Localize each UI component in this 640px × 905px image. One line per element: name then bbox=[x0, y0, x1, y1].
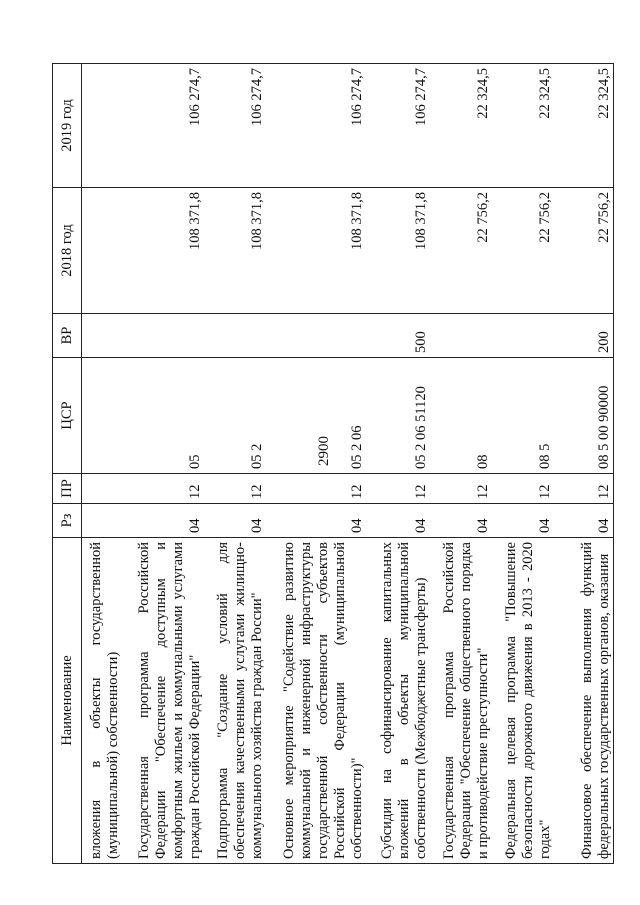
row-2019: 22 324,5 bbox=[492, 64, 554, 188]
row-pr: 12 bbox=[266, 474, 366, 504]
page-number: 2900 bbox=[316, 436, 332, 466]
row-name: Государственная программа Российской Федерации "Обеспечение доступным и комфортным жильем и коммунальными услугами граждан Российской Федерации" bbox=[122, 538, 204, 864]
row-vr bbox=[122, 314, 204, 358]
budget-table bbox=[52, 63, 614, 864]
col-header-vr: ВР bbox=[53, 314, 82, 358]
row-vr bbox=[204, 314, 266, 358]
row-2019: 106 274,7 bbox=[366, 64, 430, 188]
table-row bbox=[122, 64, 204, 864]
row-rz: 04 bbox=[122, 504, 204, 538]
row-rz: 04 bbox=[366, 504, 430, 538]
row-2019 bbox=[82, 64, 122, 188]
row-csr: 08 bbox=[430, 358, 492, 474]
row-csr: 05 2 bbox=[204, 358, 266, 474]
row-rz: 04 bbox=[430, 504, 492, 538]
col-header-name: Наименование bbox=[53, 538, 82, 864]
row-2019: 106 274,7 bbox=[266, 64, 366, 188]
row-2019: 22 324,5 bbox=[554, 64, 614, 188]
row-vr bbox=[82, 314, 122, 358]
row-pr: 12 bbox=[554, 474, 614, 504]
row-2018: 108 371,8 bbox=[204, 188, 266, 314]
table-row bbox=[204, 64, 266, 864]
row-2018: 22 756,2 bbox=[554, 188, 614, 314]
col-header-2019: 2019 год bbox=[53, 64, 82, 188]
rotated-page-content bbox=[52, 64, 612, 864]
row-name: Государственная программа Российской Федерации "Обеспечение общественного порядка и противодействие преступности" bbox=[430, 538, 492, 864]
row-2018: 22 756,2 bbox=[430, 188, 492, 314]
col-header-2018: 2018 год bbox=[53, 188, 82, 314]
table-header-row bbox=[53, 64, 82, 864]
row-pr: 12 bbox=[430, 474, 492, 504]
table-row bbox=[82, 64, 122, 864]
table-row bbox=[366, 64, 430, 864]
row-csr: 05 bbox=[122, 358, 204, 474]
table-row bbox=[266, 64, 366, 864]
row-csr: 08 5 00 90000 bbox=[554, 358, 614, 474]
row-2018: 108 371,8 bbox=[266, 188, 366, 314]
row-2019: 22 324,5 bbox=[430, 64, 492, 188]
row-rz: 04 bbox=[204, 504, 266, 538]
row-csr: 05 2 06 bbox=[266, 358, 366, 474]
row-rz: 04 bbox=[554, 504, 614, 538]
row-csr bbox=[82, 358, 122, 474]
table-row bbox=[430, 64, 492, 864]
col-header-csr: ЦСР bbox=[53, 358, 82, 474]
row-name: Субсидии на софинансирование капитальных вложений в объекты муниципальной собственности (Межбюджетные трансферты) bbox=[366, 538, 430, 864]
row-csr: 08 5 bbox=[492, 358, 554, 474]
row-2018: 108 371,8 bbox=[366, 188, 430, 314]
row-name: Финансовое обеспечение выполнения функций федеральных государственных органов, оказания bbox=[554, 538, 614, 864]
row-rz: 04 bbox=[492, 504, 554, 538]
table-row bbox=[554, 64, 614, 864]
row-name: вложения в объекты государственной (муниципальной) собственности) bbox=[82, 538, 122, 864]
row-pr: 12 bbox=[204, 474, 266, 504]
row-2019: 106 274,7 bbox=[204, 64, 266, 188]
row-pr: 12 bbox=[122, 474, 204, 504]
col-header-pr: ПР bbox=[53, 474, 82, 504]
row-vr bbox=[430, 314, 492, 358]
row-name: Подпрограмма "Создание условий для обеспечения качественными услугами жилищно-коммунального хозяйства граждан России" bbox=[204, 538, 266, 864]
row-pr: 12 bbox=[366, 474, 430, 504]
row-vr: 200 bbox=[554, 314, 614, 358]
row-pr bbox=[82, 474, 122, 504]
row-rz: 04 bbox=[266, 504, 366, 538]
row-vr: 500 bbox=[366, 314, 430, 358]
row-2018: 108 371,8 bbox=[122, 188, 204, 314]
col-header-rz: Рз bbox=[53, 504, 82, 538]
row-csr: 05 2 06 51120 bbox=[366, 358, 430, 474]
table-row bbox=[492, 64, 554, 864]
row-pr: 12 bbox=[492, 474, 554, 504]
row-name: Основное мероприятие "Содействие развитию коммунальной и инженерной инфраструктуры государственной собственности субъектов Российской Федерации (муниципальной собственности)" bbox=[266, 538, 366, 864]
row-2018 bbox=[82, 188, 122, 314]
row-rz bbox=[82, 504, 122, 538]
row-vr bbox=[266, 314, 366, 358]
row-name: Федеральная целевая программа "Повышение безопасности дорожного движения в 2013 - 2020 годах" bbox=[492, 538, 554, 864]
row-vr bbox=[492, 314, 554, 358]
row-2018: 22 756,2 bbox=[492, 188, 554, 314]
row-2019: 106 274,7 bbox=[122, 64, 204, 188]
